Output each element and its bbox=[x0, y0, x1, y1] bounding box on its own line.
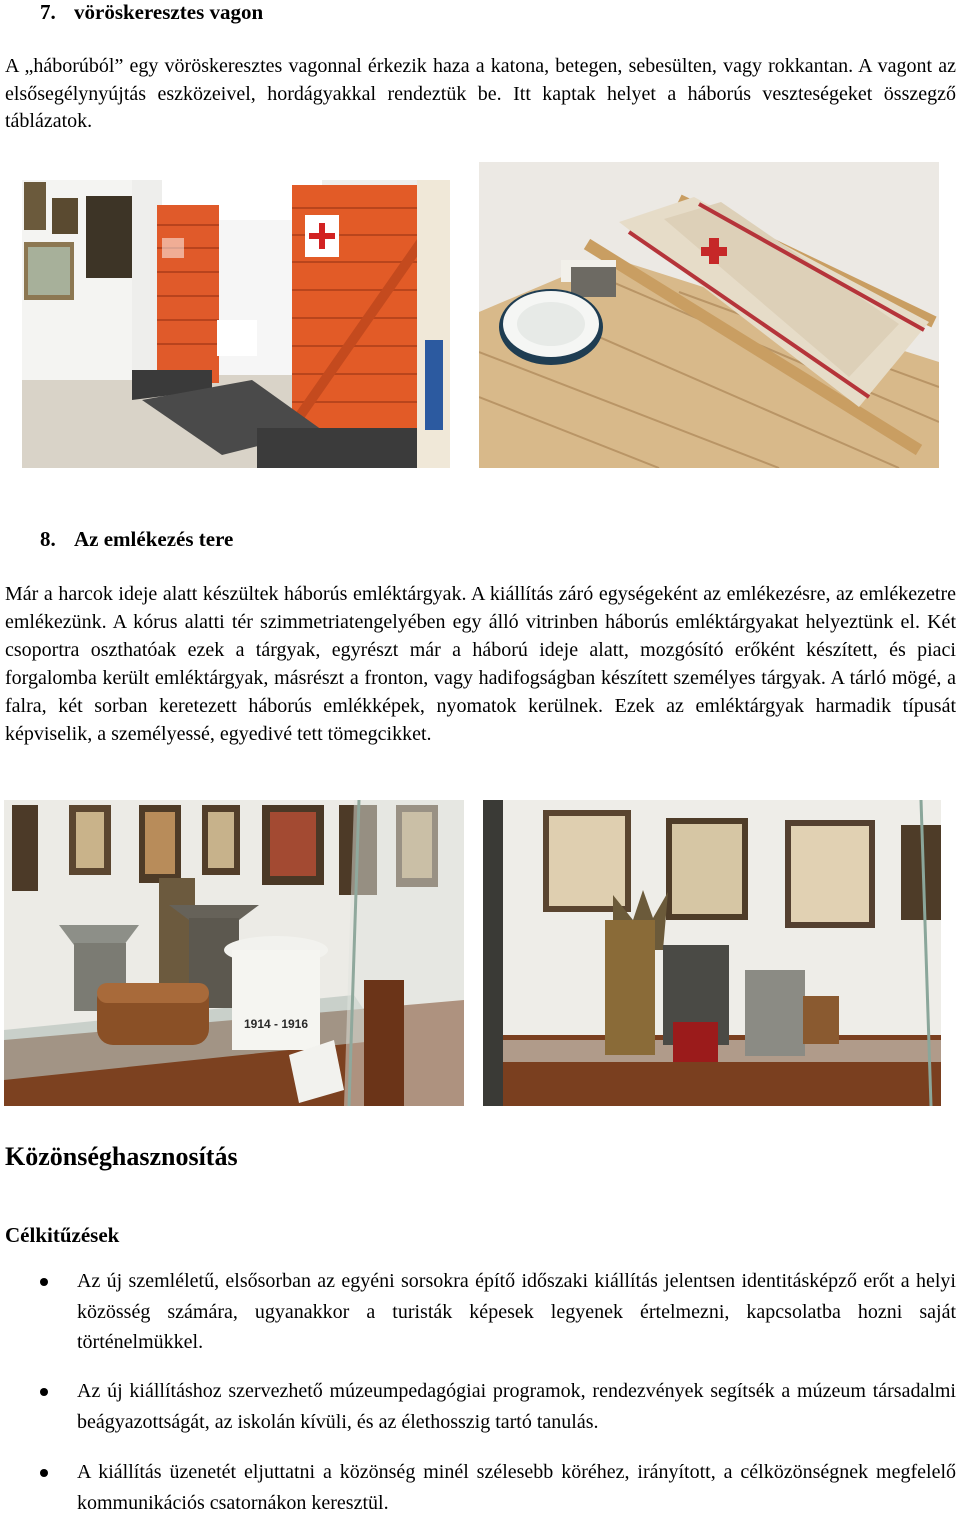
section-8-number: 8. bbox=[40, 527, 56, 551]
bullet-dot-icon bbox=[40, 1278, 48, 1286]
photo-vitrine-left bbox=[4, 800, 464, 1106]
photo-stretcher bbox=[479, 162, 939, 468]
outreach-title: Közönséghasznosítás bbox=[5, 1142, 238, 1171]
photo-red-cross-wagon bbox=[22, 180, 450, 468]
section-7-paragraph: A „háborúból” egy vöröskeresztes vagonnal érkezik haza a katona, betegen, sebesülten, vagy rokkantan. A vagont az elsősegélynyújtás eszközeivel, hordágyakkal rendeztük be. Itt kaptak helyet a háborús veszteségeket összegző táblázatok. bbox=[5, 55, 956, 132]
section-7-title: vöröskeresztes vagon bbox=[74, 0, 264, 24]
outreach-subtitle: Célkitűzések bbox=[5, 1223, 120, 1247]
mug-date-label: 1914 - 1916 bbox=[243, 1017, 309, 1031]
section-7-heading bbox=[40, 0, 263, 24]
section-8-paragraph: Már a harcok ideje alatt készültek háborús emléktárgyak. A kiállítás záró egységeként az emlékezésre, az emlékezetre emlékezünk. A kórus alatti tér szimmetriatengelyében egy álló vitrinben háborús emléktárgyakat helyeztünk el. Két csoportra oszthatóak ezek a tárgyak, egyrészt már a háború ideje alatt, mozgósító erőként készített, és piaci forgalomba került emléktárgyak, másrészt a fronton, vagy hadifogságban készített személyes tárgyak. A tárló mögé, a falra, két sorban keretezett háborús emlékképek, nyomatok kerülnek. Ezek az emléktárgyak harmadik típusát képviselik, a személyessé, egyedivé tett tömegcikket. bbox=[5, 583, 956, 745]
list-item-text: Az új szemléletű, elsősorban az egyéni sorsokra építő időszaki kiállítás jelentsen identitásképző erőt a helyi közösség számára, ugyanakkor a turisták képesek legyenek értelmezni, kapcsolatba hozni saját történelmükkel. bbox=[77, 1270, 956, 1353]
section-7-number: 7. bbox=[40, 0, 56, 24]
section-8-heading bbox=[40, 527, 233, 551]
bullet-dot-icon bbox=[40, 1469, 48, 1477]
list-item-text: A kiállítás üzenetét eljuttatni a közönség minél szélesebb köréhez, irányított, a célközönségnek megfelelő kommunikációs csatornákon keresztül. bbox=[77, 1461, 956, 1514]
section-8-title: Az emlékezés tere bbox=[74, 527, 234, 551]
list-item-text: Az új kiállításhoz szervezhető múzeumpedagógiai programok, rendezvények segítsék a múzeum társadalmi beágyazottságát, az iskolán kívüli, és az élethosszig tartó tanulás. bbox=[77, 1380, 956, 1433]
bullet-dot-icon bbox=[40, 1388, 48, 1396]
photo-vitrine-right bbox=[483, 800, 941, 1106]
